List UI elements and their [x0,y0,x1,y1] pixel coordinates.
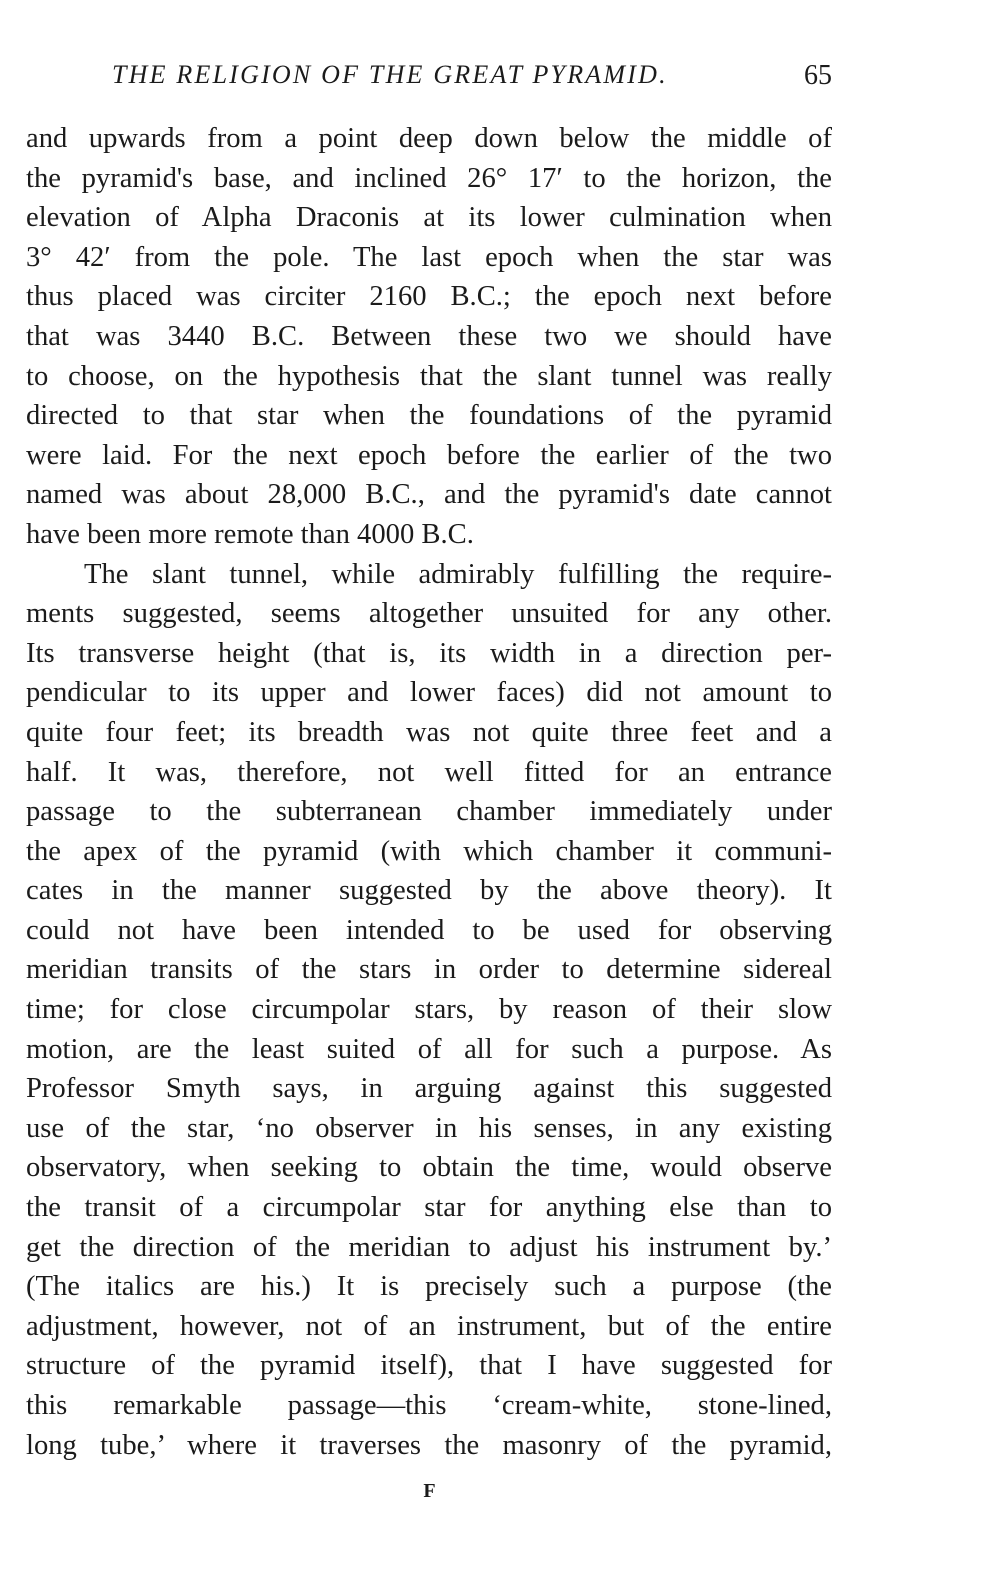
page-number: 65 [804,60,832,91]
text-line: motion, are the least suited of all for such a purpose. As [26,1033,832,1065]
text-line: half. It was, therefore, not well fitted for an entrance [26,756,832,788]
body-text [26,119,832,1465]
text-line: (The italics are his.) It is precisely such a purpose (the [26,1271,832,1303]
signature-mark: F [423,1480,437,1502]
text-line: use of the star, ‘no observer in his senses, in any existing [26,1112,832,1144]
text-line: thus placed was circiter 2160 B.C.; the epoch next before [26,281,832,313]
text-line: get the direction of the meridian to adjust his instrument by.’ [26,1231,832,1263]
text-line: Professor Smyth says, in arguing against this suggested [26,1073,832,1105]
text-line: were laid. For the next epoch before the earlier of the two [26,439,832,471]
text-line: have been more remote than 4000 B.C. [26,518,474,550]
text-line: directed to that star when the foundations of the pyramid [26,400,832,432]
text-line: that was 3440 B.C. Between these two we should have [26,320,832,352]
text-line: elevation of Alpha Draconis at its lower culmination when [26,202,832,234]
text-line: ments suggested, seems altogether unsuited for any other. [26,598,832,630]
text-line: Its transverse height (that is, its width in a direction per- [26,637,832,669]
text-line: this remarkable passage—this ‘cream-white, stone-lined, [26,1390,832,1421]
text-line: time; for close circumpolar stars, by reason of their slow [26,994,832,1026]
text-line: named was about 28,000 B.C., and the pyramid's date cannot [26,479,832,511]
text-line: pendicular to its upper and lower faces) did not amount to [26,677,832,709]
text-line: the apex of the pyramid (with which chamber it communi- [26,835,832,867]
text-line: passage to the subterranean chamber immediately under [26,796,832,828]
paragraph-2 [26,555,832,1466]
text-line: could not have been intended to be used for observing [26,914,832,946]
text-line: The slant tunnel, while admirably fulfilling the require- [84,558,832,590]
text-line: quite four feet; its breadth was not quite three feet and a [26,716,832,748]
text-line: meridian transits of the stars in order to determine sidereal [26,954,832,986]
running-head: THE RELIGION OF THE GREAT PYRAMID. [112,60,668,89]
paragraph-1 [26,119,832,555]
text-line: the transit of a circumpolar star for anything else than to [26,1192,832,1224]
text-line: cates in the manner suggested by the above theory). It [26,875,832,907]
text-line: adjustment, however, not of an instrument, but of the entire [26,1310,832,1342]
text-line: long tube,’ where it traverses the masonry of the pyramid, [26,1429,832,1461]
text-line: and upwards from a point deep down below the middle of [26,123,832,154]
text-line: observatory, when seeking to obtain the time, would observe [26,1152,832,1184]
text-line: structure of the pyramid itself), that I have suggested for [26,1350,832,1382]
text-line: to choose, on the hypothesis that the slant tunnel was really [26,360,832,392]
text-line: the pyramid's base, and inclined 26° 17′ to the horizon, the [26,162,832,194]
page-header [112,60,832,100]
text-line: 3° 42′ from the pole. The last epoch when the star was [26,241,832,273]
